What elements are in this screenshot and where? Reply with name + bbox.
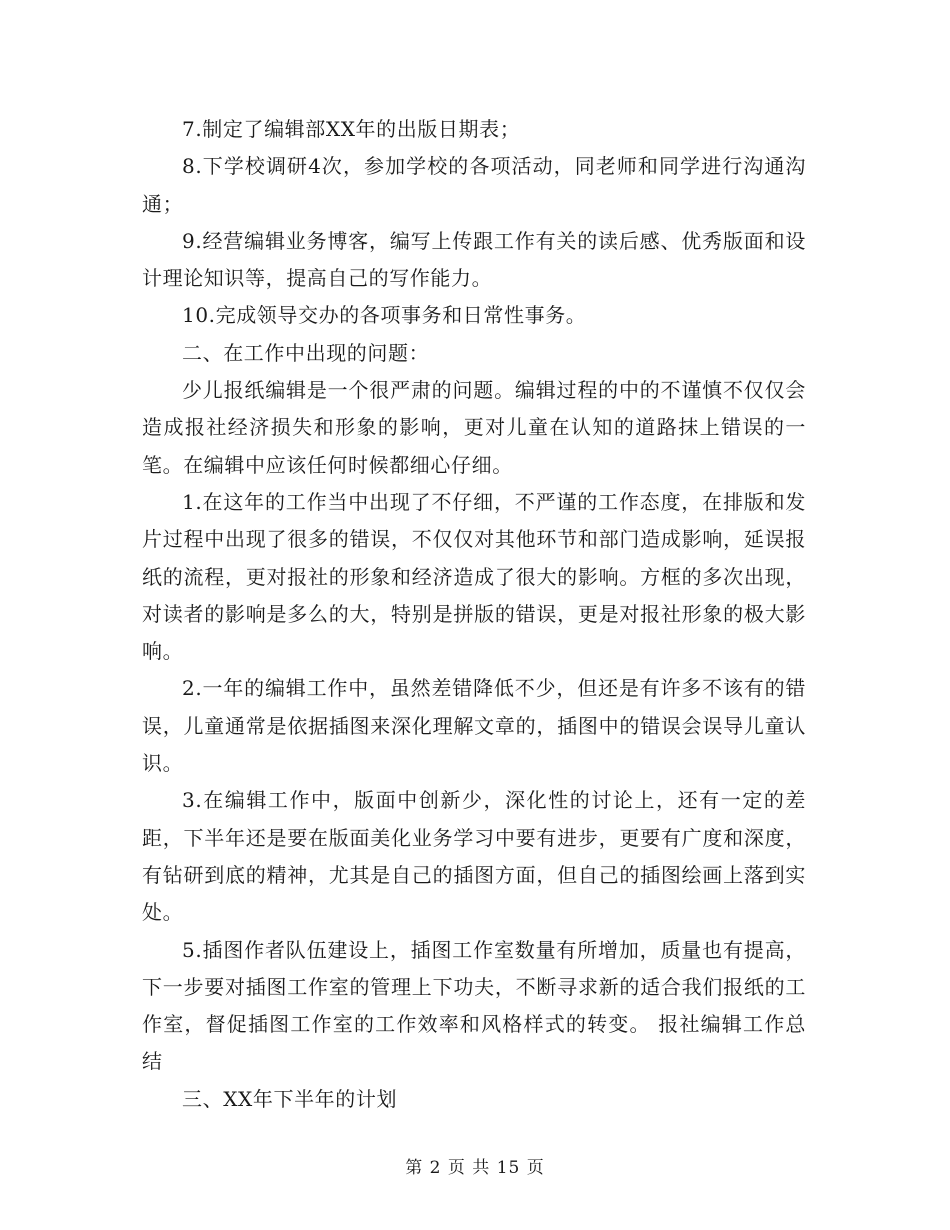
paragraph-item-7: 7.制定了编辑部XX年的出版日期表；	[182, 117, 521, 141]
paragraph-problem-2: 2.一年的编辑工作中，虽然差错降低不少，但还是有许多不该有的错误，儿童通常是依据插图来深化理解文章的，插图中的错误会误导儿童认识。	[142, 676, 806, 776]
document-body	[142, 111, 806, 1118]
page-footer: 第 2 页 共 15 页	[405, 1158, 545, 1178]
paragraph-problems-intro: 少儿报纸编辑是一个很严肃的问题。编辑过程的中的不谨慎不仅仅会造成报社经济损失和形象的影响，更对儿童在认知的道路抹上错误的一笔。在编辑中应该任何时候都细心仔细。	[142, 378, 806, 477]
paragraph-item-10: 10.完成领导交办的各项事务和日常性事务。	[182, 303, 587, 328]
paragraph-item-9: 9.经营编辑业务博客，编写上传跟工作有关的读后感、优秀版面和设计理论知识等，提高自己的写作能力。	[142, 228, 806, 291]
paragraph-problem-3: 3.在编辑工作中，版面中创新少，深化性的讨论上，还有一定的差距，下半年还是要在版面美化业务学习中要有进步，更要有广度和深度，有钻研到底的精神，尤其是自己的插图方面，但自己的插图绘画上落到实处。	[142, 788, 806, 925]
paragraph-problem-5: 5.插图作者队伍建设上，插图工作室数量有所增加，质量也有提高，下一步要对插图工作室的管理上下功夫，不断寻求新的适合我们报纸的工作室，督促插图工作室的工作效率和风格样式的转变。 报社编辑工作总结	[142, 937, 806, 1074]
section-heading-plan: 三、XX年下半年的计划	[182, 1086, 398, 1111]
paragraph-problem-1: 1.在这年的工作当中出现了不仔细，不严谨的工作态度，在排版和发片过程中出现了很多的错误，不仅仅对其他环节和部门造成影响，延误报纸的流程，更对报社的形象和经济造成了很大的影响。方框的多次出现，对读者的影响是多么的大，特别是拼版的错误，更是对报社形象的极大影响。	[142, 489, 806, 664]
section-heading-problems: 二、在工作中出现的问题：	[182, 340, 430, 365]
paragraph-item-8: 8.下学校调研4次，参加学校的各项活动，同老师和同学进行沟通沟通；	[142, 154, 806, 216]
